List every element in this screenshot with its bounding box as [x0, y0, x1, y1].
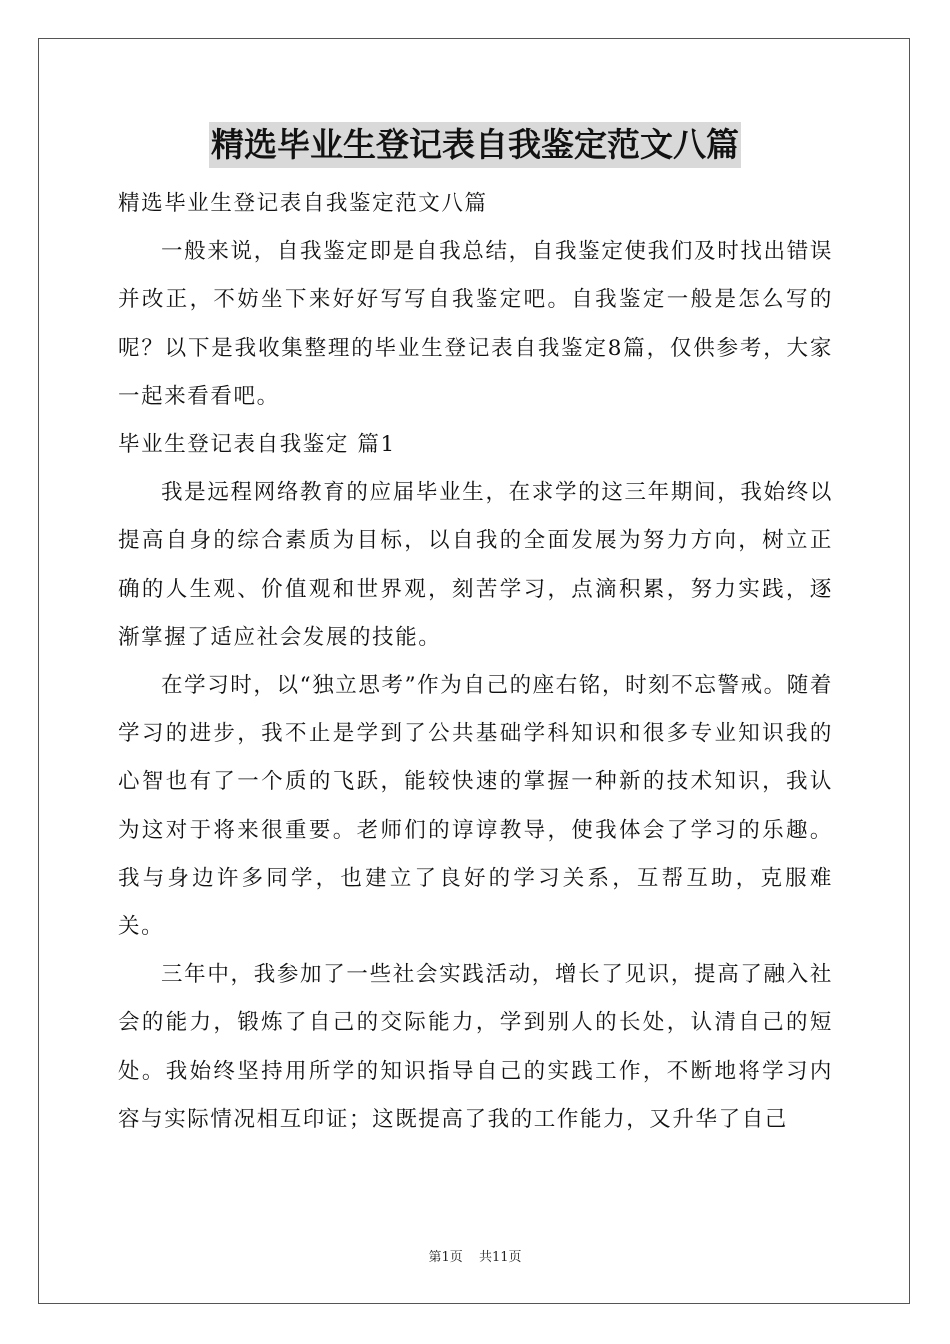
- intro-paragraph: 一般来说，自我鉴定即是自我总结，自我鉴定使我们及时找出错误并改正，不妨坐下来好好写写自我鉴定吧。自我鉴定一般是怎么写的呢？以下是我收集整理的毕业生登记表自我鉴定8篇，仅供参考，大家一起来看看吧。: [118, 239, 833, 409]
- page-number: 第1页: [428, 1250, 463, 1265]
- body-paragraph-3: 三年中，我参加了一些社会实践活动，增长了见识，提高了融入社会的能力，锻炼了自己的交际能力，学到别人的长处，认清自己的短处。我始终坚持用所学的知识指导自己的实践工作，不断地将学习内容与实际情况相互印证；这既提高了我的工作能力，又升华了自己: [118, 962, 833, 1132]
- document-title-text: 精选毕业生登记表自我鉴定范文八篇: [209, 122, 741, 168]
- page-footer: [0, 1246, 950, 1265]
- document-title: [0, 122, 950, 168]
- body-paragraph-1: 我是远程网络教育的应届毕业生，在求学的这三年期间，我始终以提高自身的综合素质为目标，以自我的全面发展为努力方向，树立正确的人生观、价值观和世界观，刻苦学习，点滴积累，努力实践，逐渐掌握了适应社会发展的技能。: [118, 480, 833, 650]
- page-total: 共11页: [478, 1250, 522, 1265]
- section-heading: 毕业生登记表自我鉴定 篇1: [118, 432, 396, 458]
- document-subtitle: 精选毕业生登记表自我鉴定范文八篇: [118, 191, 488, 216]
- body-paragraph-2: 在学习时，以“独立思考”作为自己的座右铭，时刻不忘警戒。随着学习的进步，我不止是学到了公共基础学科知识和很多专业知识我的心智也有了一个质的飞跃，能较快速的掌握一种新的技术知识，我认为这对于将来很重要。老师们的谆谆教导，使我体会了学习的乐趣。我与身边许多同学，也建立了良好的学习关系，互帮互助，克服难关。: [118, 673, 833, 940]
- document-body: [118, 180, 833, 1144]
